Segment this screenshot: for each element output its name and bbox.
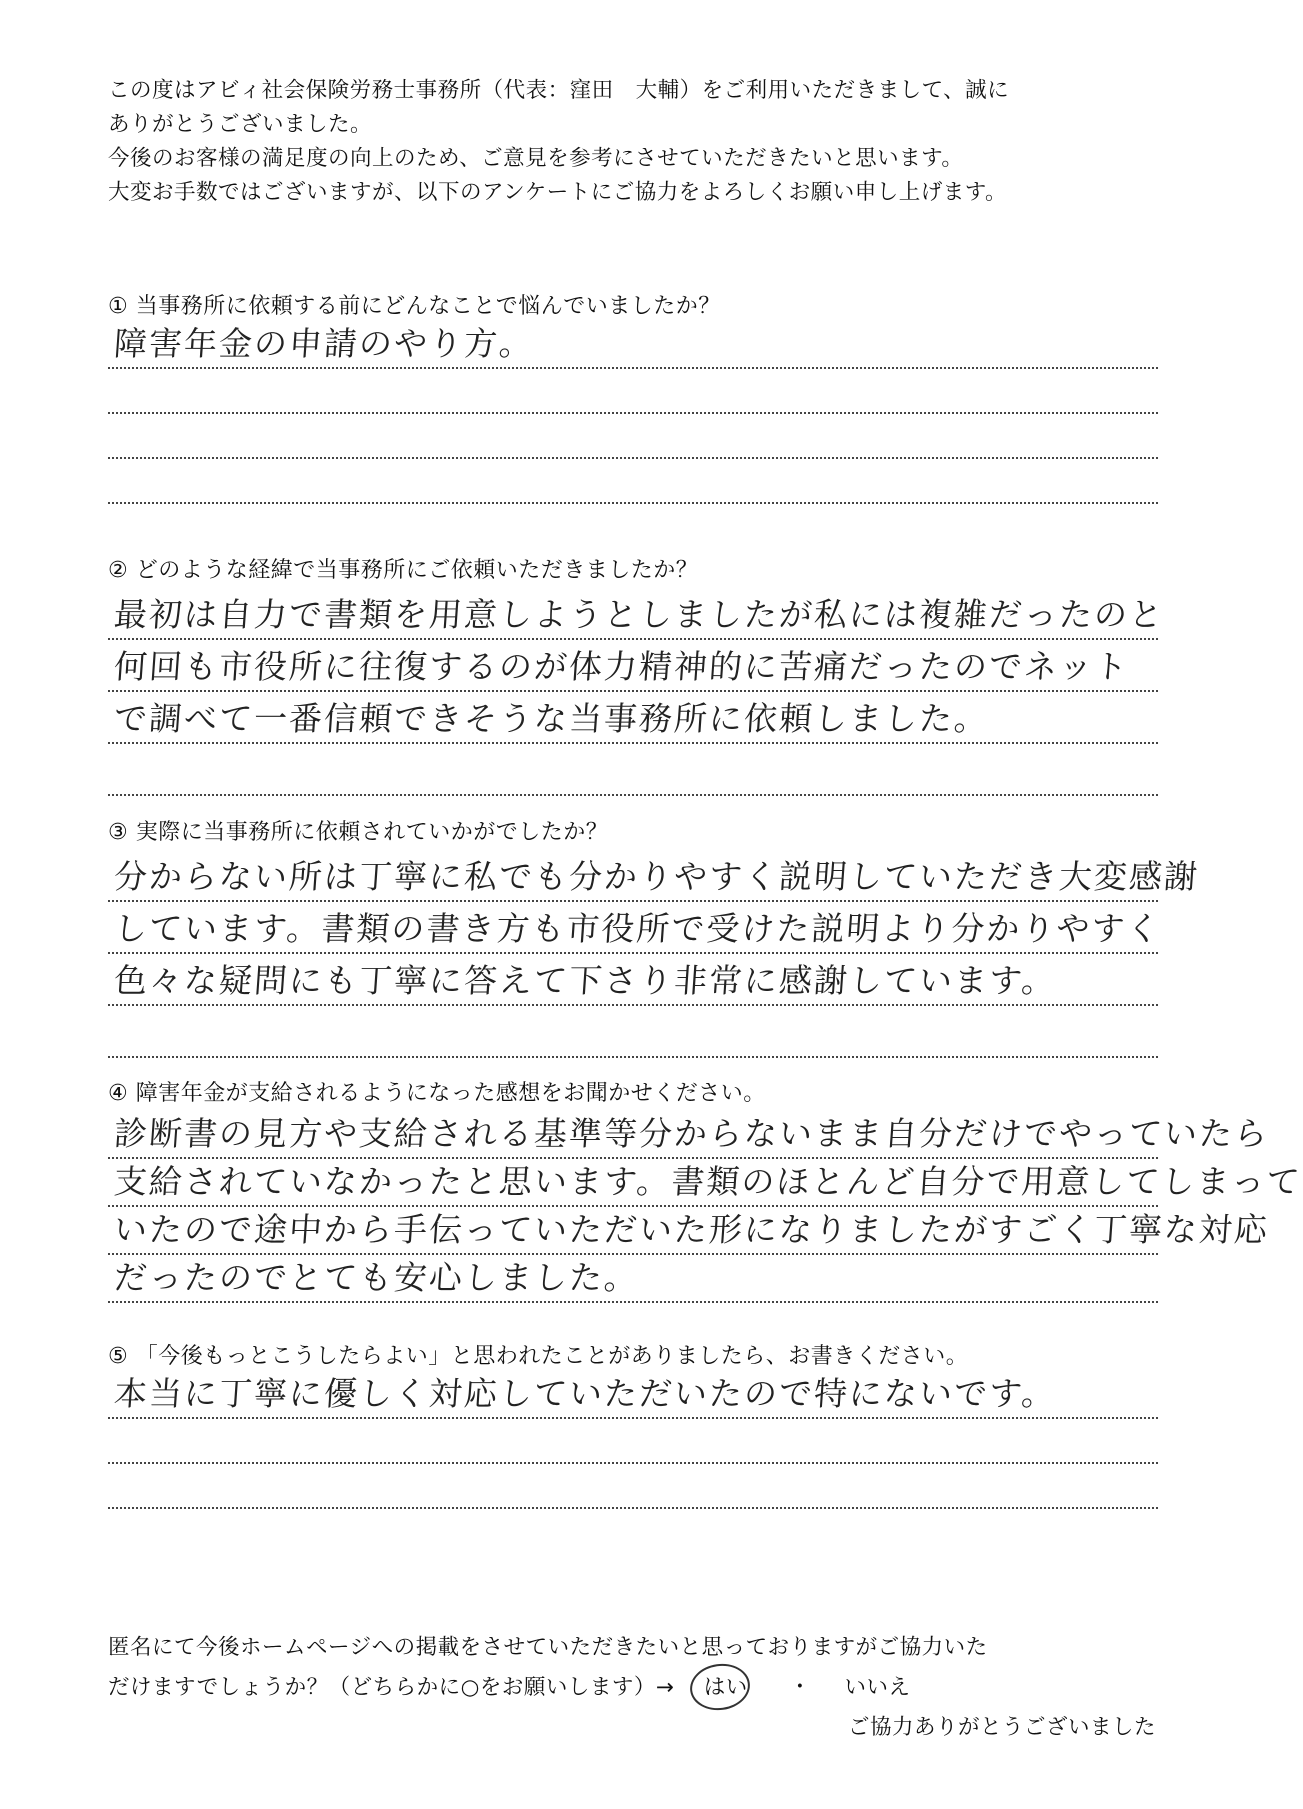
answer-line (108, 414, 1158, 459)
answer-line (108, 588, 1166, 640)
question-title: ⑤ 「今後もっとこうしたらよい」と思われたことがありましたら、お書きください。 (108, 1344, 969, 1369)
intro-line: 今後のお客様の満足度の向上のため、ご意見を参考にさせていただきたいと思います。 (108, 146, 964, 171)
closing-thanks: ご協力ありがとうございました (847, 1715, 1156, 1740)
answer-line (108, 1207, 1271, 1255)
answer-line (108, 1111, 1271, 1159)
consent-line (108, 1668, 988, 1708)
answer-line (108, 459, 1158, 504)
question-title: ③ 実際に当事務所に依頼されていかがでしたか？ (108, 820, 609, 845)
handwritten-answer: 障害年金の申請のやり方。 (112, 324, 536, 363)
intro-text (108, 74, 1188, 210)
answer-line (108, 1255, 1158, 1303)
handwritten-answer: 何回も市役所に往復するのが体力精神的に苦痛だったのでネット (112, 647, 1131, 686)
choice-no[interactable]: いいえ (844, 1675, 911, 1700)
consent-section (108, 1628, 988, 1708)
intro-line: ありがとうございました。 (108, 112, 373, 137)
answer-line (108, 850, 1201, 902)
consent-question: だけますでしょうか？（どちらかに○をお願いします）→ (108, 1675, 675, 1700)
answer-line (108, 902, 1163, 954)
handwritten-answer: で調べて一番信頼できそうな当事務所に依頼しました。 (112, 699, 991, 738)
hand-drawn-circle (687, 1660, 753, 1714)
answer-line (108, 954, 1158, 1006)
answer-line (108, 692, 1158, 744)
intro-line: 大変お手数ではございますが、以下のアンケートにご協力をよろしくお願い申し上げます。 (108, 180, 1007, 205)
question-2 (108, 554, 1168, 796)
question-1 (108, 290, 1168, 504)
consent-line: 匿名にて今後ホームページへの掲載をさせていただきたいと思っておりますがご協力いた (108, 1635, 988, 1660)
choice-yes-label: はい (703, 1675, 748, 1700)
question-title: ④ 障害年金が支給されるようになった感想をお聞かせください。 (108, 1081, 766, 1106)
handwritten-answer: 支給されていなかったと思います。書類のほとんど自分で用意してしまって (112, 1162, 1303, 1201)
answer-line (108, 1374, 1158, 1419)
answer-line (108, 1419, 1158, 1464)
question-3 (108, 816, 1201, 1058)
question-4 (108, 1077, 1303, 1303)
handwritten-answer: だったのでとても安心しました。 (112, 1258, 641, 1297)
answer-line (108, 369, 1158, 414)
handwritten-answer: 診断書の見方や支給される基準等分からないまま自分だけでやっていたら (112, 1114, 1271, 1153)
choice-yes-circled[interactable] (696, 1668, 756, 1708)
choice-separator: ・ (789, 1675, 812, 1700)
question-title: ② どのような経緯で当事務所にご依頼いただきましたか？ (108, 558, 699, 583)
answer-line (108, 1464, 1158, 1509)
handwritten-answer: いたので途中から手伝っていただいた形になりましたがすごく丁寧な対応 (112, 1210, 1271, 1249)
handwritten-answer: 分からない所は丁寧に私でも分かりやすく説明していただき大変感謝 (112, 857, 1201, 896)
answer-line (108, 324, 1158, 369)
question-title: ① 当事務所に依頼する前にどんなことで悩んでいましたか？ (108, 294, 721, 319)
question-5 (108, 1340, 1168, 1509)
answer-line (108, 640, 1158, 692)
handwritten-answer: 本当に丁寧に優しく対応していただいたので特にないです。 (112, 1374, 1058, 1413)
handwritten-answer: しています。書類の書き方も市役所で受けた説明より分かりやすく (112, 909, 1163, 948)
handwritten-answer: 最初は自力で書類を用意しようとしましたが私には複雑だったのと (112, 595, 1166, 634)
intro-line: この度はアビィ社会保険労務士事務所（代表：窪田 大輔）をご利用いただきまして、誠に (108, 78, 1010, 103)
handwritten-answer: 色々な疑問にも丁寧に答えて下さり非常に感謝しています。 (112, 961, 1058, 1000)
answer-line (108, 1159, 1303, 1207)
answer-line (108, 1006, 1158, 1058)
answer-line (108, 744, 1158, 796)
